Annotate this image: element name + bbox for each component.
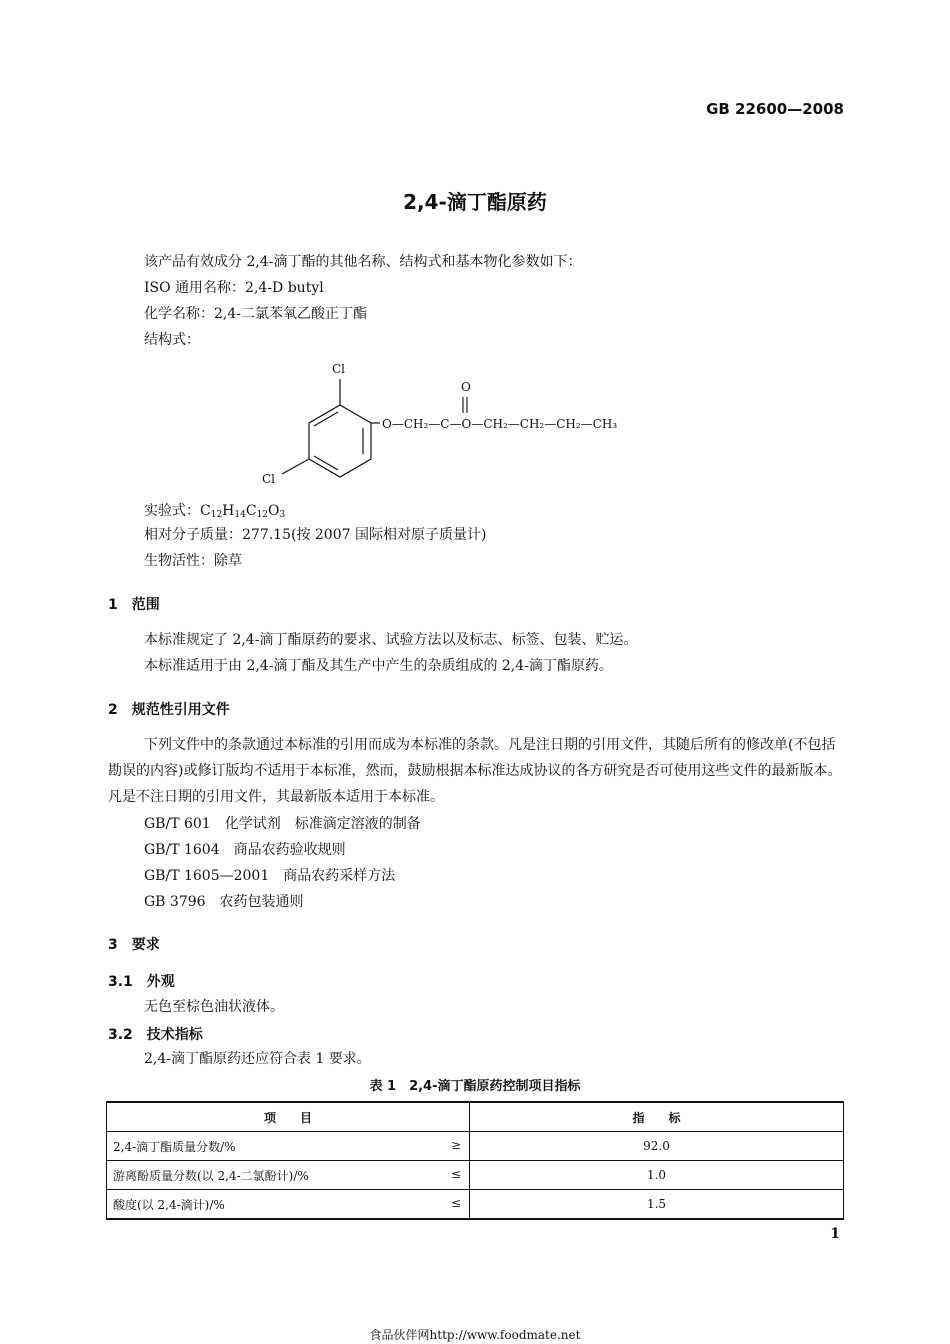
table-row [107, 1132, 844, 1161]
spec-table [106, 1101, 844, 1220]
structure-label: 结构式： [144, 332, 200, 348]
row-symbol: ≤ [450, 1196, 461, 1210]
row-item-cell [107, 1190, 470, 1220]
table-caption: 表 1 2,4-滴丁酯原药控制项目指标 [369, 1079, 581, 1094]
document-number: GB 22600—2008 [706, 100, 844, 118]
header-item: 项 目 [107, 1102, 470, 1132]
intro-lead: 该产品有效成分 2,4-滴丁酯的其他名称、结构式和基本物化参数如下： [144, 254, 582, 270]
header-value: 指 标 [470, 1102, 844, 1132]
row-value: 1.5 [470, 1190, 844, 1220]
page-number: 1 [830, 1226, 840, 1242]
page-title: 2,4-滴丁酯原药 [403, 190, 547, 214]
section-2-title: 2 规范性引用文件 [108, 702, 230, 718]
chemical-name: 化学名称：2,4-二氯苯氧乙酸正丁酯 [144, 306, 367, 322]
row-value: 1.0 [470, 1161, 844, 1190]
table-row [107, 1190, 844, 1220]
section-3-2-title: 3.2 技术指标 [108, 1027, 203, 1043]
ring-double-bond [314, 456, 338, 470]
table-header-row [107, 1102, 844, 1132]
reference-item: GB/T 1604 商品农药验收规则 [144, 842, 346, 858]
row-item: 游离酚质量分数(以 2,4-二氯酚计)/% [113, 1168, 309, 1183]
side-chain: O—CH₂—C—O—CH₂—CH₂—CH₂—CH₃ [382, 417, 618, 431]
footer-watermark: 食品伙伴网http://www.foodmate.net [369, 1328, 581, 1342]
section-2-para: 下列文件中的条款通过本标准的引用而成为本标准的条款。凡是注日期的引用文件，其随后所有的修改单(不包括勘误的内容)或修订版均不适用于本标准，然而，鼓励根据本标准达成协议的各方研究是否可使用这些文件的最新版本。凡是不注日期的引用文件，其最新版本适用于本标准。 [108, 737, 842, 805]
row-symbol: ≥ [450, 1138, 461, 1152]
table-row [107, 1161, 844, 1190]
benzene-ring [309, 405, 371, 477]
section-1-para-2: 本标准适用于由 2,4-滴丁酯及其生产中产生的杂质组成的 2,4-滴丁酯原药。 [144, 658, 613, 674]
row-item-cell [107, 1132, 470, 1161]
reference-item: GB/T 601 化学试剂 标准滴定溶液的制备 [144, 816, 421, 832]
section-1-para-1: 本标准规定了 2,4-滴丁酯原药的要求、试验方法以及标志、标签、包装、贮运。 [144, 632, 638, 648]
row-symbol: ≤ [450, 1167, 461, 1181]
cl-top-label: Cl [332, 362, 346, 376]
row-item: 酸度(以 2,4-滴计)/% [113, 1197, 225, 1212]
reference-item: GB 3796 农药包装通则 [144, 894, 304, 910]
carbonyl-o-label: O [461, 380, 471, 394]
bioactivity: 生物活性：除草 [144, 553, 242, 569]
formula-value: $C_{12}H_{14}C_{12}O_3$ [200, 503, 286, 520]
bond-cl-left [282, 459, 309, 474]
row-item: 2,4-滴丁酯质量分数/% [113, 1139, 236, 1154]
reference-item: GB/T 1605—2001 商品农药采样方法 [144, 868, 396, 884]
section-1-title: 1 范围 [108, 597, 160, 613]
ring-double-bond [314, 412, 338, 426]
iso-name: ISO 通用名称：2,4-D butyl [144, 280, 324, 296]
row-value: 92.0 [470, 1132, 844, 1161]
cl-left-label: Cl [262, 472, 276, 486]
formula-label: 实验式： [144, 503, 200, 519]
section-3-title: 3 要求 [108, 937, 160, 953]
section-3-1-title: 3.1 外观 [108, 974, 175, 990]
structural-formula [250, 355, 710, 495]
molar-mass: 相对分子质量：277.15(按 2007 国际相对原子质量计) [144, 527, 487, 543]
section-3-1-text: 无色至棕色油状液体。 [144, 999, 284, 1015]
row-item-cell [107, 1161, 470, 1190]
section-3-2-text: 2,4-滴丁酯原药还应符合表 1 要求。 [144, 1051, 371, 1067]
